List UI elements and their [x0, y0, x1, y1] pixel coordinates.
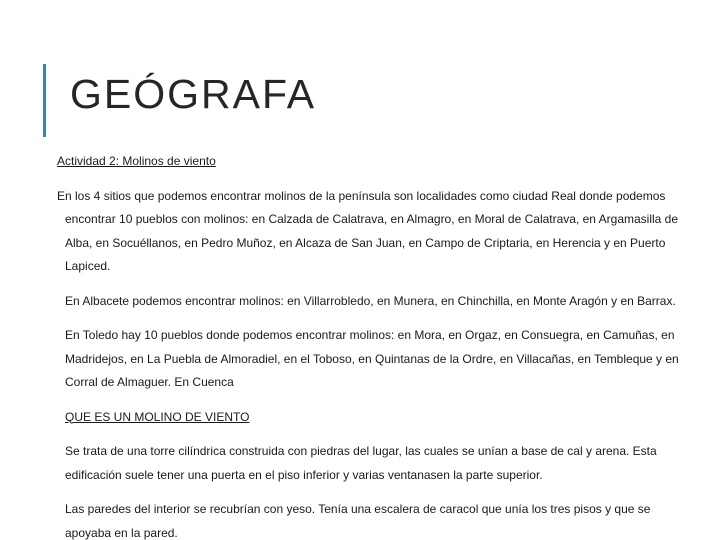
slide-body: [57, 150, 692, 540]
paragraph-ciudad-real: En los 4 sitios que podemos encontrar molinos de la península son localidades como ciudad Real donde podemos encontrar 10 pueblos con molinos: en Calzada de Calatrava, en Almagro, en Moral de Calatrava, en Argamasilla de Alba, en Socuéllanos, en Pedro Muñoz, en Alcaza de San Juan, en Campo de Criptaria, en Herencia y en Puerto Lapiced.: [57, 188, 679, 273]
paragraph-interior: Las paredes del interior se recubrían con yeso. Tenía una escalera de caracol que unía los tres pisos y que se apoyaba en la pared.: [65, 502, 651, 540]
paragraph-albacete: En Albacete podemos encontrar molinos: en Villarrobledo, en Munera, en Chinchilla, en Monte Aragón y en Barrax.: [65, 293, 676, 308]
title-accent-bar: [43, 64, 46, 137]
section-heading: QUE ES UN MOLINO DE VIENTO: [65, 409, 250, 424]
paragraph-description: Se trata de una torre cilíndrica construida con piedras del lugar, las cuales se unían a base de cal y arena. Esta edificación suele tener una puerta en el piso inferior y varias ventanasen la parte superior.: [65, 444, 657, 482]
paragraph-toledo: En Toledo hay 10 pueblos donde podemos encontrar molinos: en Mora, en Orgaz, en Consuegra, en Camuñas, en Madridejos, en La Puebla de Almoradiel, en el Toboso, en Quintanas de la Ordre, en Villacañas, en Tembleque y en Corral de Almaguer. En Cuenca: [65, 328, 679, 389]
slide-title: GEÓGRAFA: [70, 71, 317, 117]
activity-heading: Actividad 2: Molinos de viento: [57, 154, 216, 168]
